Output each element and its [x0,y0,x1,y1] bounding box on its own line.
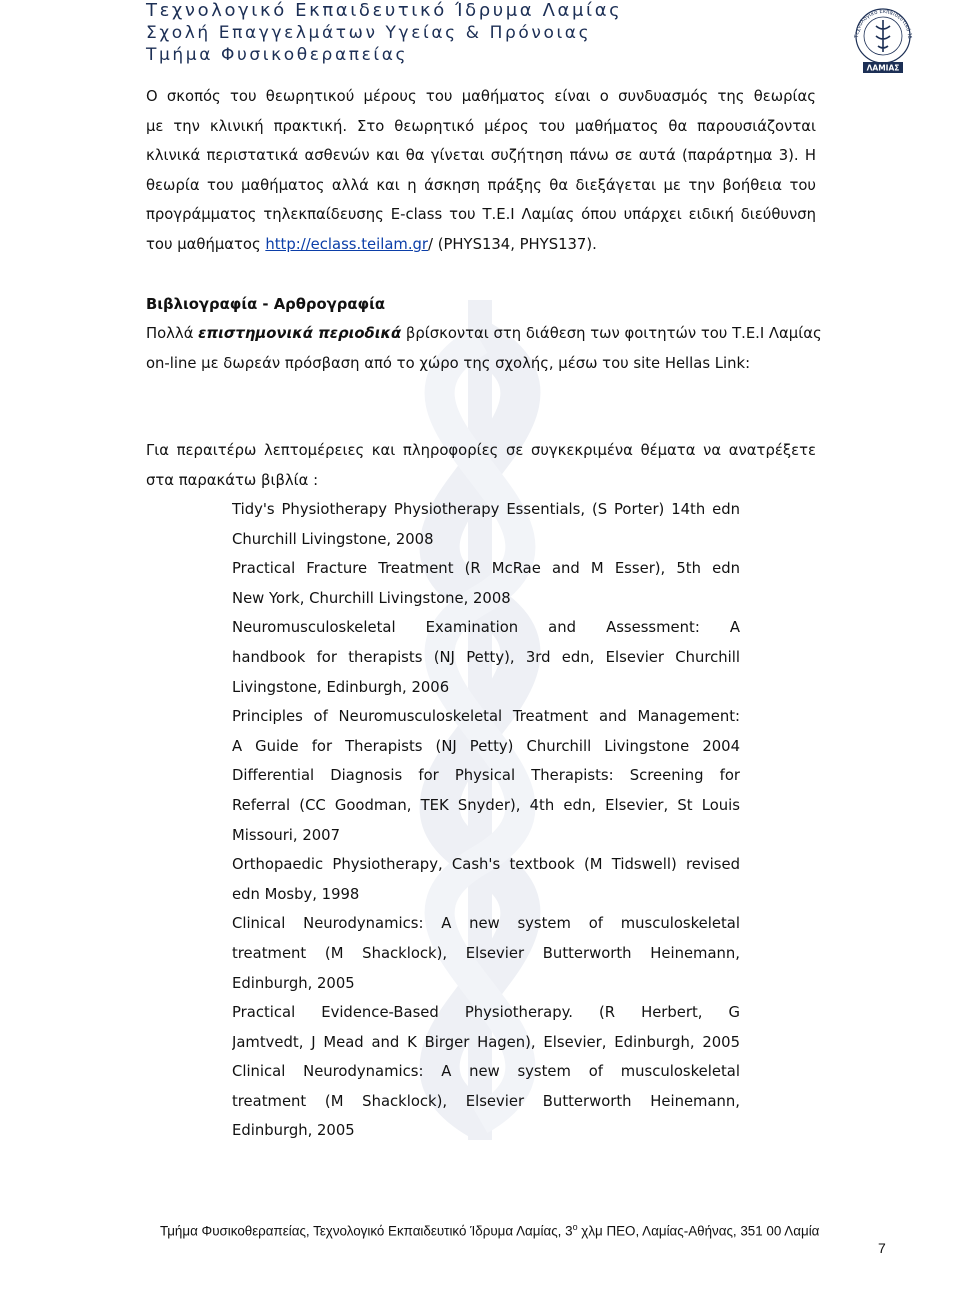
intro-line: Ο σκοπός του θεωρητικού μέρους του μαθήματος είναι ο συνδυασμός της θεωρίας [146,88,816,105]
institution-logo [848,2,918,74]
book-line: Principles of Neuromusculoskeletal Treatment and Management: [232,708,740,726]
book-line: Neuromusculoskeletal Examination and Assessment: A [232,619,740,637]
intro-last-line [146,230,816,260]
book-line: Livingstone, Edinburgh, 2006 [232,678,450,696]
svg-text:Τεχνολογικό Εκπαιδευτικό Ίδρυμ [848,2,913,39]
journals-suffix: βρίσκονται στη διάθεση των φοιτητών του Τ.Ε.Ι Λαμίας [401,325,822,342]
book-line: Churchill Livingstone, 2008 [232,530,434,548]
intro-line: κλινικά περιστατικά ασθενών και θα γίνεται συζήτηση πάνω σε αυτά (παράρτημα 3). Η [146,147,816,165]
intro-line: με την κλινική πρακτική. Στο θεωρητικό μέρος του μαθήματος θα παρουσιάζονται [146,117,816,135]
journals-prefix: Πολλά [146,325,199,342]
journals-line-2: on-line με δωρεάν πρόσβαση από το χώρο της σχολής, μέσω του site Hellas Link: [146,354,751,372]
book-list [232,495,740,1146]
page-footer [160,1222,819,1238]
book-line: Jamtvedt, J Mead and K Birger Hagen), Elsevier, Edinburgh, 2005 [232,1033,740,1051]
book-line: Practical Evidence-Based Physiotherapy. (R Herbert, G [232,1004,740,1022]
document-header [146,0,746,66]
more-info-paragraph [146,436,816,495]
book-line: edn Mosby, 1998 [232,885,360,903]
footer-text-end: χλμ ΠΕΟ, Λαμίας-Αθήνας, 351 00 Λαμία [577,1223,820,1239]
book-line: Differential Diagnosis for Physical Therapists: Screening for [232,767,740,785]
book-line: Clinical Neurodynamics: A new system of musculoskeletal [232,1063,740,1081]
book-line: Edinburgh, 2005 [232,974,355,992]
journals-emphasis: επιστημονικά περιοδικά [198,325,402,342]
intro-paragraph [146,82,816,260]
book-line: treatment (M Shacklock), Elsevier Butterworth Heinemann, [232,944,740,962]
eclass-link[interactable]: http://eclass.teilam.gr [265,235,429,253]
book-line: Edinburgh, 2005 [232,1122,355,1140]
logo-caption: ΛΑΜΙΑΣ [866,63,900,73]
intro-last-prefix: του μαθήματος [146,235,266,253]
intro-line: θεωρία του μαθήματος αλλά και η άσκηση πράξης θα διεξάγεται με την βοήθεια του [146,176,816,194]
department-name: Τμήμα Φυσικοθεραπείας [146,45,409,65]
intro-last-suffix: / (PHYS134, PHYS137). [428,235,597,253]
institution-name: Τεχνολογικό Εκπαιδευτικό Ίδρυμα Λαμίας [146,0,623,21]
journals-paragraph [146,319,822,378]
book-line: Practical Fracture Treatment (R McRae and M Esser), 5th edn [232,560,740,578]
bibliography-heading: Βιβλιογραφία - Αρθρογραφία [146,296,386,313]
book-line: A Guide for Therapists (NJ Petty) Churchill Livingstone 2004 [232,737,740,755]
footer-text: Τμήμα Φυσικοθεραπείας, Τεχνολογικό Εκπαιδευτικό Ίδρυμα Λαμίας, 3 [160,1223,573,1239]
school-name: Σχολή Επαγγελμάτων Υγείας & Πρόνοιας [146,23,592,43]
footer-superscript: ο [572,1222,578,1232]
intro-line: προγράμματος τηλεκπαίδευσης E-class του Τ.Ε.Ι Λαμίας όπου υπάρχει ειδική διεύθυνση [146,206,816,224]
book-line: New York, Churchill Livingstone, 2008 [232,589,511,607]
book-line: Orthopaedic Physiotherapy, Cash's textbook (M Tidswell) revised [232,856,740,874]
book-line: Clinical Neurodynamics: A new system of musculoskeletal [232,915,740,933]
book-line: Missouri, 2007 [232,826,340,844]
book-line: Tidy's Physiotherapy Physiotherapy Essentials, (S Porter) 14th edn [232,501,740,518]
book-line: handbook for therapists (NJ Petty), 3rd edn, Elsevier Churchill [232,648,740,666]
logo-ring-text: Τεχνολογικό Εκπαιδευτικό Ίδ [853,8,913,39]
book-line: treatment (M Shacklock), Elsevier Butterworth Heinemann, [232,1092,740,1110]
book-line: Referral (CC Goodman, TEK Snyder), 4th edn, Elsevier, St Louis [232,796,740,814]
more-info-line-2: στα παρακάτω βιβλία : [146,471,319,489]
more-info-line: Για περαιτέρω λεπτομέρειες και πληροφορίες σε συγκεκριμένα θέματα να ανατρέξετε [146,442,816,459]
page-number: 7 [878,1240,886,1256]
journals-line [146,319,822,349]
